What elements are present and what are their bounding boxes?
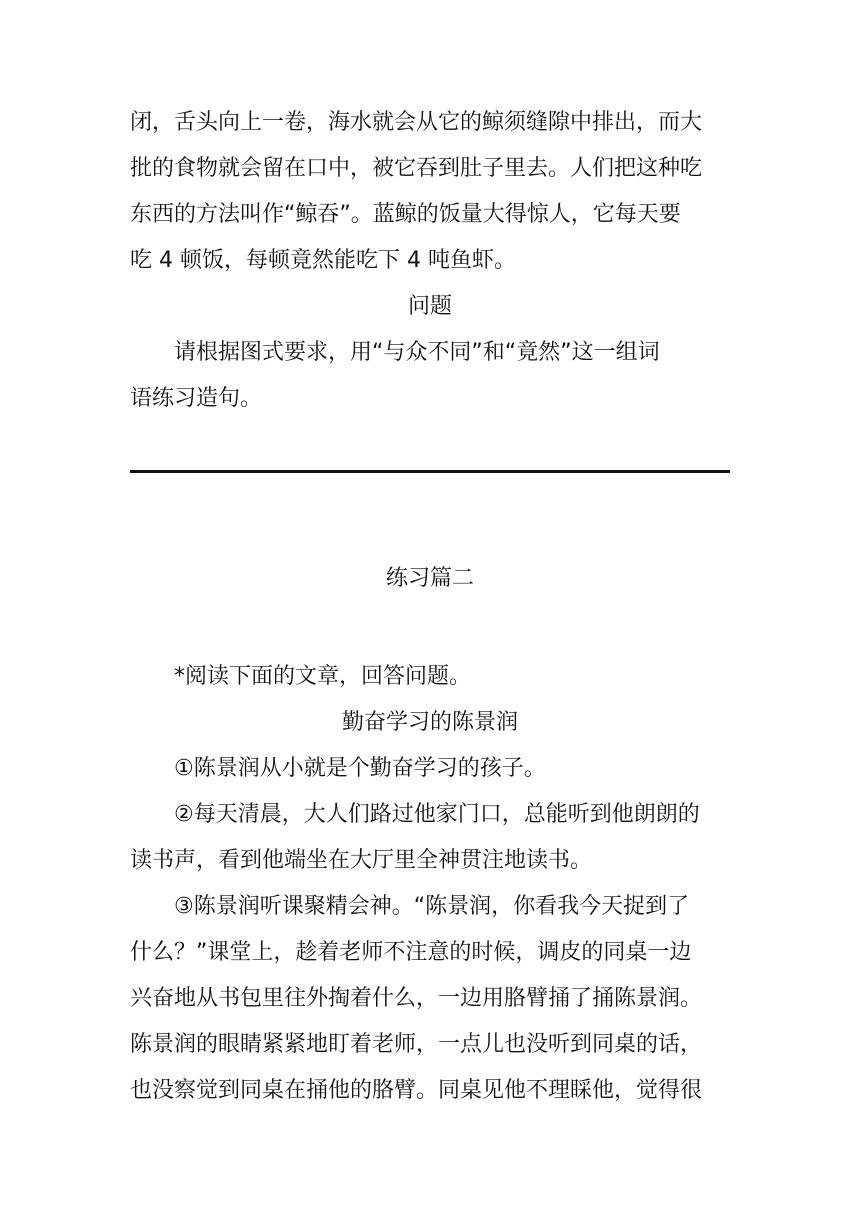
article-paragraph-1 [130,746,730,792]
text-line: 吃 4 顿饭，每顿竟然能吃下 4 吨鱼虾。 [130,248,516,273]
section-title: 练习篇二 [385,566,474,591]
text-line: 请根据图式要求，用“与众不同”和“竟然”这一组词 [174,340,660,365]
question-heading: 问题 [407,294,452,319]
document-page [130,100,730,1114]
text-line: ③陈景润听课聚精会神。“陈景润，你看我今天捉到了 [174,894,690,919]
text-line: ①陈景润从小就是个勤奋学习的孩子。 [174,756,546,781]
reading-instruction: *阅读下面的文章，回答问题。 [174,664,472,689]
question-text [130,330,730,422]
text-line: 读书声，看到他端坐在大厅里全神贯注地读书。 [130,848,593,873]
article-paragraph-2 [130,792,730,884]
text-line: 批的食物就会留在口中，被它吞到肚子里去。人们把这种吃 [130,156,703,181]
text-line: 闭，舌头向上一卷，海水就会从它的鲸须缝隙中排出，而大 [130,110,703,135]
article-title: 勤奋学习的陈景润 [341,710,518,735]
text-line: 陈景润的眼睛紧紧地盯着老师，一点儿也没听到同桌的话， [130,1032,703,1057]
whale-paragraph [130,100,730,284]
article-paragraph-3 [130,884,730,1114]
text-line: 东西的方法叫作“鲸吞”。蓝鲸的饭量大得惊人，它每天要 [130,202,681,227]
text-line: 什么？”课堂上，趁着老师不注意的时候，调皮的同桌一边 [130,940,692,965]
text-line: 语练习造句。 [130,386,263,411]
text-line: 兴奋地从书包里往外掏着什么，一边用胳臂捅了捅陈景润。 [130,986,703,1011]
text-line: ②每天清晨，大人们路过他家门口，总能听到他朗朗的 [174,802,700,827]
text-line: 也没察觉到同桌在捅他的胳臂。同桌见他不理睬他，觉得很 [130,1078,703,1103]
